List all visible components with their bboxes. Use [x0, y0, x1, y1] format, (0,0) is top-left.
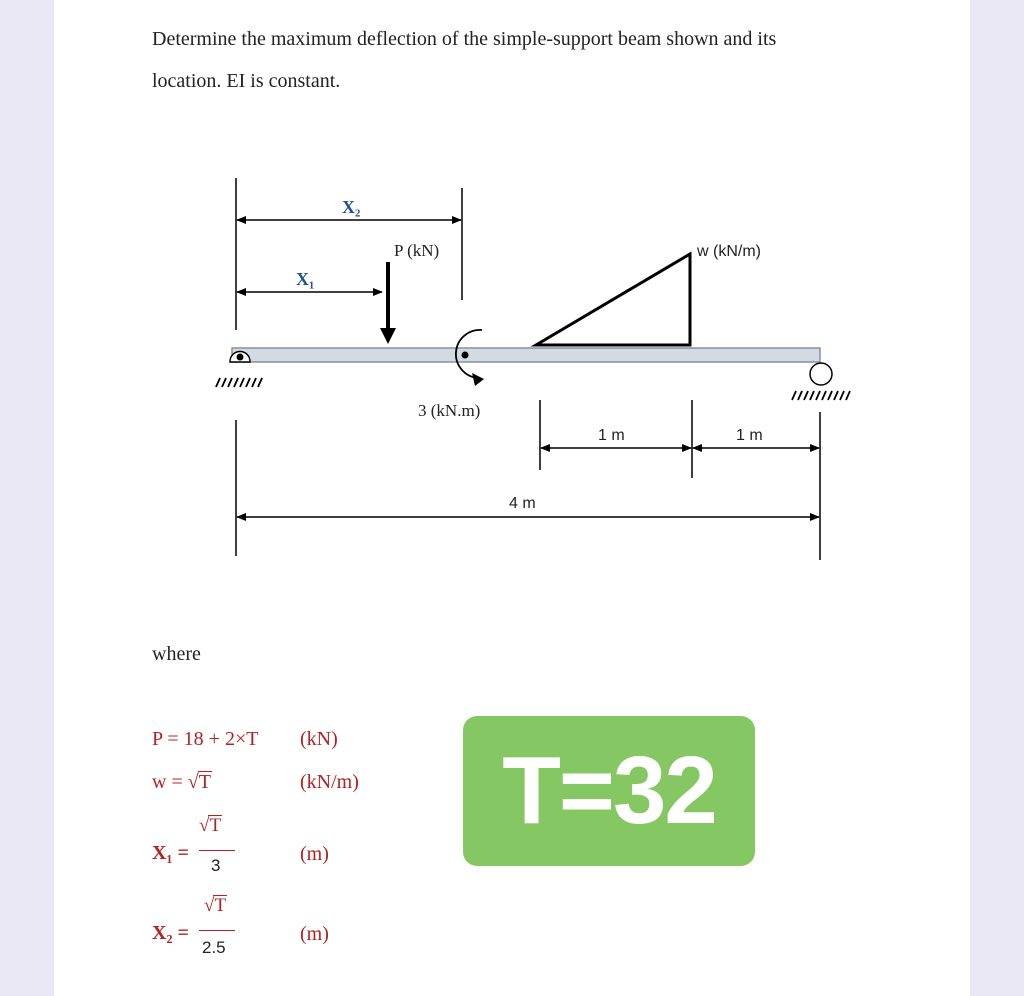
beam: [232, 348, 820, 362]
dimension-1m-second-label: 1 m: [736, 427, 763, 444]
document-page: [54, 0, 970, 996]
x2-unit: (m): [300, 923, 329, 945]
x2-fraction-bar: [199, 930, 235, 931]
question-line-1: Determine the maximum deflection of the simple-support beam shown and its: [152, 28, 777, 50]
w-equation-lhs: w = √: [152, 771, 199, 793]
where-label: where: [152, 643, 201, 665]
moment-label: 3 (kN.m): [418, 401, 481, 420]
roller-support-hatch: [792, 391, 850, 400]
x2-denominator: 2.5: [202, 938, 226, 957]
w-equation: [152, 771, 212, 794]
x1-label: X₁: [296, 269, 315, 289]
x1-fraction-bar: [199, 850, 235, 851]
t-value-text: T=32: [502, 737, 716, 844]
x2-label: X₂: [342, 197, 361, 217]
x2-numerator-arg: T: [214, 895, 227, 916]
dimension-1m-first-label: 1 m: [598, 427, 625, 444]
w-equation-arg: T: [198, 771, 211, 793]
moment-arrowhead: [472, 373, 484, 386]
p-label: P (kN): [394, 241, 440, 260]
x2-numerator-root: √: [204, 895, 215, 916]
x1-equation-lhs: X₁ =: [152, 842, 189, 864]
w-label: w (kN/m): [697, 243, 761, 260]
p-unit: (kN): [300, 728, 338, 750]
pin-support-hinge: [237, 354, 244, 361]
x1-numerator: [199, 815, 222, 837]
x2-equation-lhs: X₂ =: [152, 922, 189, 944]
x1-numerator-arg: T: [209, 815, 222, 836]
point-load-arrowhead: [380, 328, 396, 344]
x2-numerator: [204, 895, 227, 917]
roller-support: [810, 363, 832, 385]
p-equation: P = 18 + 2×T: [152, 728, 259, 750]
question-line-2: location. EI is constant.: [152, 70, 341, 92]
x1-unit: (m): [300, 843, 329, 865]
beam-diagram: [54, 0, 970, 600]
x1-numerator-root: √: [199, 815, 210, 836]
span-label: 4 m: [509, 495, 536, 512]
t-value-badge: [463, 716, 755, 866]
pin-support-hatch: [216, 378, 262, 387]
triangular-load: [536, 254, 690, 345]
x1-denominator: 3: [211, 856, 221, 875]
w-unit: (kN/m): [300, 771, 359, 793]
moment-point: [462, 352, 469, 359]
